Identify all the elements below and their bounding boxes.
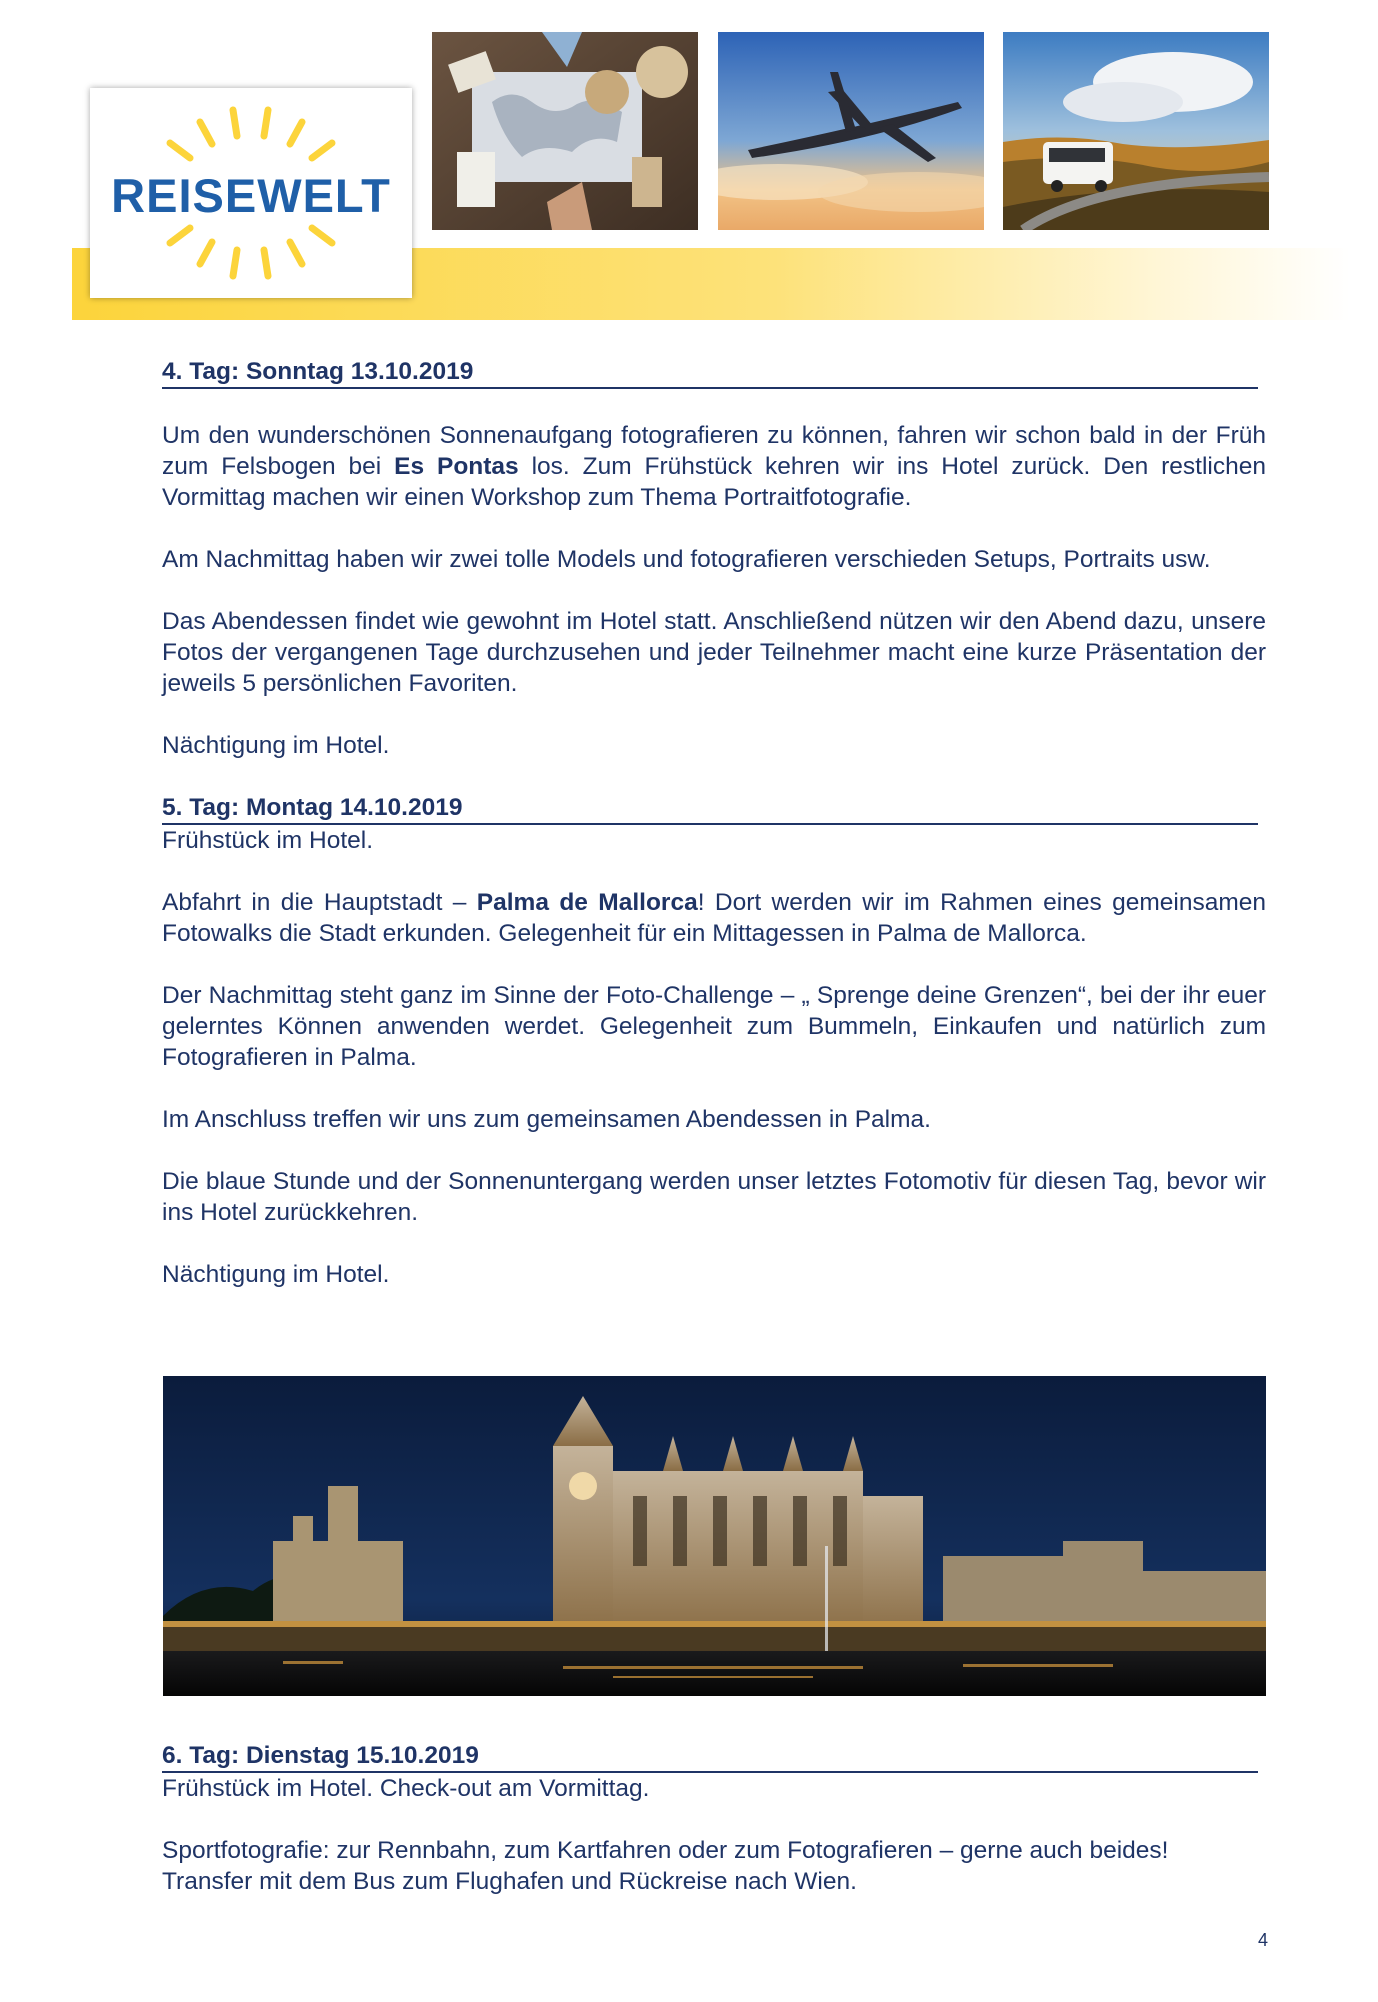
palma-de-mallorca-bold: Palma de Mallorca	[476, 889, 698, 916]
day-5-paragraph-3: Im Anschluss treffen wir uns zum gemeinsamen Abendessen in Palma.	[162, 1106, 931, 1133]
day-6-paragraph-2: Transfer mit dem Bus zum Flughafen und Rückreise nach Wien.	[162, 1868, 857, 1895]
day-5-paragraph-1-text-a: Abfahrt in die Hauptstadt –	[162, 889, 477, 916]
reisewelt-logo	[90, 88, 412, 298]
day-4-paragraph-1	[162, 420, 1266, 513]
day-6-section	[162, 1740, 1266, 1897]
day-6-heading: 6. Tag: Dienstag 15.10.2019	[162, 1740, 1258, 1773]
day-4-heading: 4. Tag: Sonntag 13.10.2019	[162, 356, 1258, 389]
day-5-paragraph-1-text-b: ! Dort werden wir im Rahmen eines gemeinsamen Fotowalks die Stadt erkunden. Gelegenheit für ein Mittagessen in Palma de Mallorca.	[162, 889, 1266, 947]
travel-planning-photo	[432, 32, 698, 230]
day-5-paragraph-2: Der Nachmittag steht ganz im Sinne der Foto-Challenge – „ Sprenge deine Grenzen“, bei der ihr euer gelerntes Können anwenden werdet. Gelegenheit zum Bummeln, Einkaufen und natürlich zum Fotografieren in Palma.	[162, 982, 1266, 1071]
day-4-paragraph-2: Am Nachmittag haben wir zwei tolle Models und fotografieren verschieden Setups, Portraits usw.	[162, 546, 1211, 573]
es-pontas-bold: Es Pontas	[394, 453, 519, 480]
day-5-paragraph-5: Nächtigung im Hotel.	[162, 1261, 390, 1288]
day-4-paragraph-1-text-b: los. Zum Frühstück kehren wir ins Hotel zurück. Den restlichen Vormittag machen wir einen Workshop zum Thema Portraitfotografie.	[162, 453, 1266, 511]
day-5-paragraph-1	[162, 887, 1266, 949]
bus-coast-photo	[1003, 32, 1269, 230]
logo-wordmark: REISEWELT	[111, 169, 391, 222]
airplane-sunset-photo	[718, 32, 984, 230]
palma-cathedral-night-photo	[163, 1376, 1266, 1696]
day-5-heading: 5. Tag: Montag 14.10.2019	[162, 792, 1258, 825]
day-4-paragraph-4: Nächtigung im Hotel.	[162, 732, 390, 759]
day-6-paragraph-0: Frühstück im Hotel. Check-out am Vormittag.	[162, 1775, 650, 1802]
day-5-paragraph-0: Frühstück im Hotel.	[162, 827, 374, 854]
day-5-paragraph-4: Die blaue Stunde und der Sonnenuntergang werden unser letztes Fotomotiv für diesen Tag, bevor wir ins Hotel zurückkehren.	[162, 1168, 1266, 1226]
day-4-paragraph-1-text-a: Um den wunderschönen Sonnenaufgang fotografieren zu können, fahren wir schon bald in der Früh zum Felsbogen bei	[162, 422, 1266, 480]
day-4-paragraph-3: Das Abendessen findet wie gewohnt im Hotel statt. Anschließend nützen wir den Abend dazu, unsere Fotos der vergangenen Tage durchzusehen und jeder Teilnehmer macht eine kurze Präsentation der jeweils 5 persönlichen Favoriten.	[162, 608, 1266, 697]
page-number: 4	[1257, 1930, 1268, 1950]
day-6-paragraph-1: Sportfotografie: zur Rennbahn, zum Kartfahren oder zum Fotografieren – gerne auch beides!	[162, 1837, 1169, 1864]
itinerary-content	[162, 356, 1266, 1290]
